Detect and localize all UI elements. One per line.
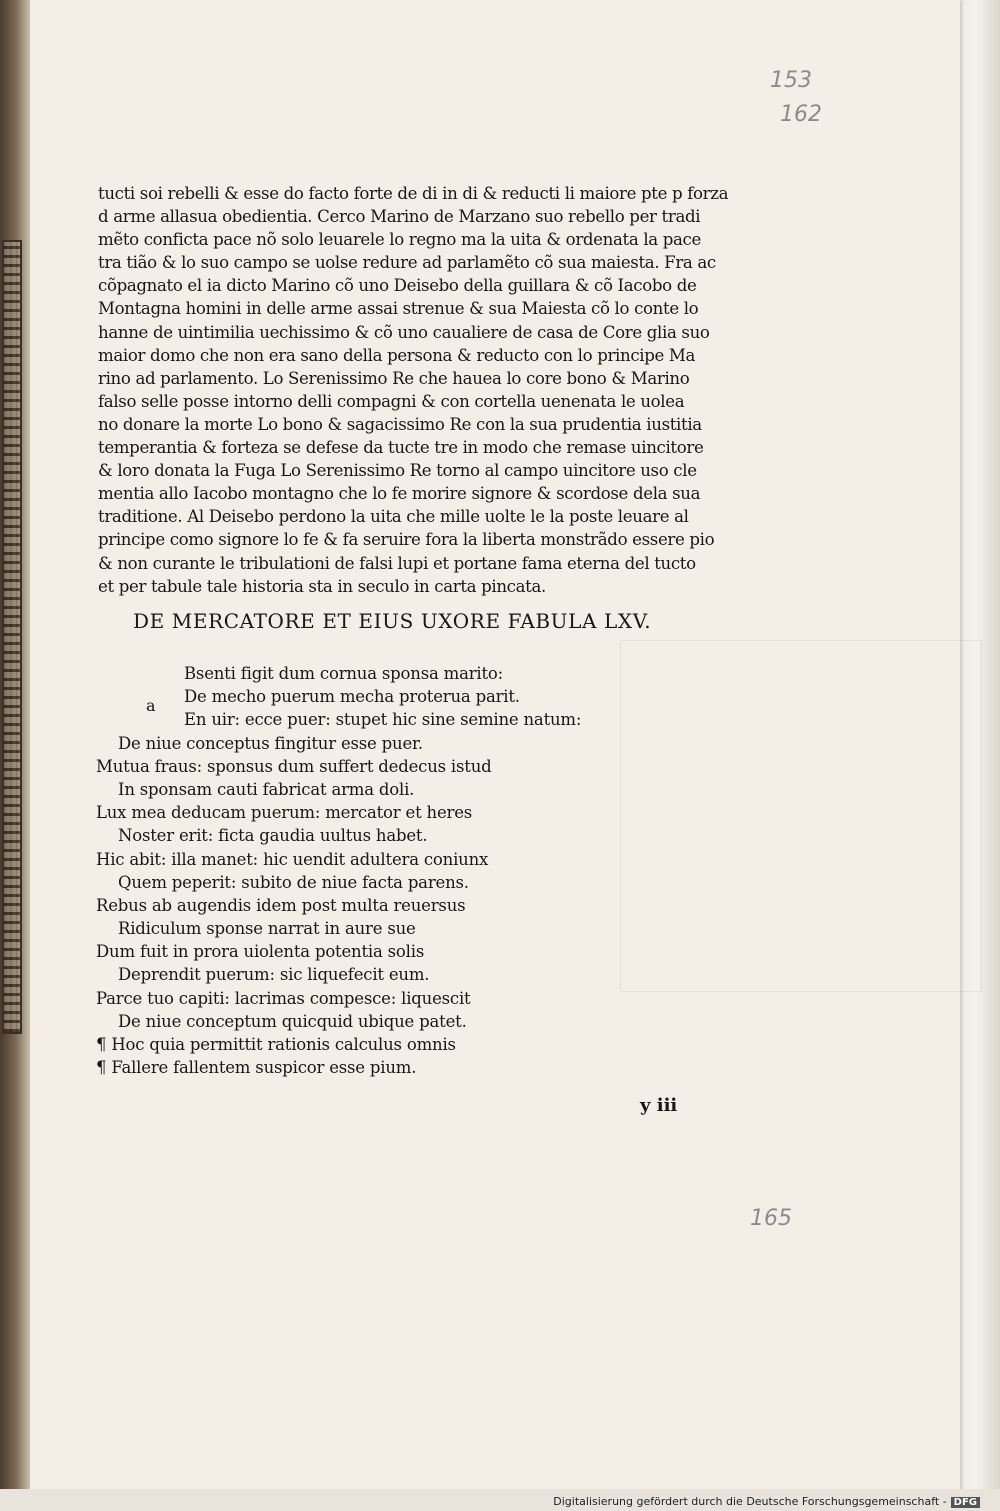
verse-line: Bsenti figit dum cornua sponsa marito: [184,664,504,683]
footer-credit-text: Digitalisierung gefördert durch die Deutsche Forschungsgemeinschaft - [553,1495,947,1508]
dfg-logo-icon: DFG [951,1497,980,1508]
prose-line: falso selle posse intorno delli compagni & con cortella uenenata le uolea [98,391,685,411]
prose-line: cõpagnato el ia dicto Marino cõ uno Deisebo della guillara & cõ Iacobo de [98,276,697,296]
prose-line: & non curante le tribulationi de falsi lupi et portane fama eterna del tucto [98,553,696,573]
verse-line: Rebus ab augendis idem post multa reuersus [96,895,466,915]
verse-line: Quem peperit: subito de niue facta parens. [118,872,469,892]
prose-line: & loro donata la Fuga Lo Serenissimo Re torno al campo uincitore uso cle [98,461,697,481]
prose-line: temperantia & forteza se defese da tucte tre in modo che remase uincitore [98,438,704,458]
footer-bar [0,1489,1000,1511]
prose-line: no donare la morte Lo bono & sagacissimo Re con la sua prudentia iustitia [98,414,702,434]
fable-heading: DE MERCATORE ET EIUS UXORE FABULA LXV. [133,609,652,633]
prose-line: maior domo che non era sano della persona & reducto con lo principe Ma [98,345,696,365]
prose-line: traditione. Al Deisebo perdono la uita che mille uolte le la poste leuare al [98,507,689,527]
binding-ornament [2,240,22,1034]
verse-line: ¶ Fallere fallentem suspicor esse pium. [96,1058,417,1078]
verse-line: Noster erit: ficta gaudia uultus habet. [118,826,428,846]
prose-line: Montagna homini in delle arme assai strenue & sua Maiesta cõ lo conte lo [98,299,699,319]
prose-line: principe como signore lo fe & fa seruire fora la liberta monstrãdo essere pio [98,530,715,550]
signature-mark: y iii [640,1095,678,1116]
verse-line: De niue conceptum quicquid ubique patet. [118,1011,467,1031]
verse-line: In sponsam cauti fabricat arma doli. [118,779,415,799]
folio-number-top-b: 162 [780,102,822,127]
verse-line: Parce tuo capiti: lacrimas compesce: liquescit [96,988,471,1008]
prose-block [98,182,748,598]
verse-line: Hic abit: illa manet: hic uendit adultera coniunx [96,849,489,869]
verse-line: De mecho puerum mecha proterua parit. [184,687,520,707]
marginal-signature-a: a [146,696,156,715]
prose-line: rino ad parlamento. Lo Serenissimo Re che hauea lo core bono & Marino [98,368,690,388]
prose-line: et per tabule tale historia sta in seculo in carta pincata. [98,576,546,596]
verse-line: Deprendit puerum: sic liquefecit eum. [118,965,430,985]
prose-line: d arme allasua obedientia. Cerco Marino de Marzano suo rebello per tradi [98,207,701,227]
prose-line: tra tião & lo suo campo se uolse redure ad parlamẽto cõ sua maiesta. Fra ac [98,253,716,273]
prose-line: mẽto conficta pace nõ solo leuarele lo regno ma la uita & ordenata la pace [98,230,701,250]
verse-line: Mutua fraus: sponsus dum suffert dedecus istud [96,756,492,776]
prose-line: tucti soi rebelli & esse do facto forte de di in di & reducti li maiore pte p forza [98,184,729,203]
verse-line: De niue conceptus fingitur esse puer. [118,733,423,753]
verse-block [96,662,616,1079]
show-through-frame [620,640,982,992]
verse-line: Lux mea deducam puerum: mercator et heres [96,803,473,823]
verse-line: Dum fuit in prora uiolenta potentia solis [96,942,425,962]
folio-number-top-a: 153 [770,68,812,93]
verse-line: En uir: ecce puer: stupet hic sine semine natum: [184,710,582,730]
verse-line: Ridiculum sponse narrat in aure sue [118,919,416,939]
footer-credit [553,1495,980,1508]
folio-number-bottom: 165 [750,1206,792,1231]
prose-line: mentia allo Iacobo montagno che lo fe morire signore & scordose dela sua [98,484,701,504]
verse-line: ¶ Hoc quia permittit rationis calculus omnis [96,1035,456,1054]
prose-line: hanne de uintimilia uechissimo & cõ uno caualiere de casa de Core glia suo [98,322,710,342]
